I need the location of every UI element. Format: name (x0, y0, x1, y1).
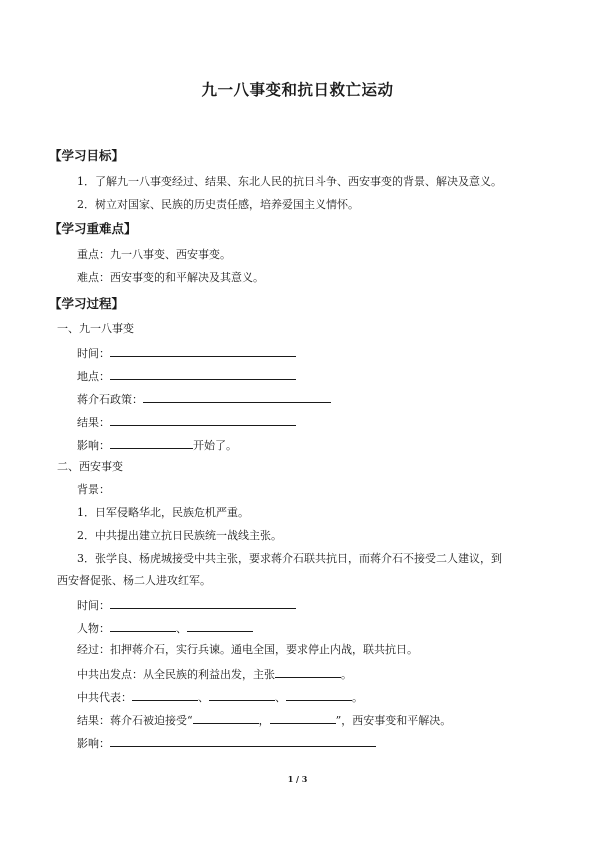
part2-result-label: 结果：蒋介石被迫接受“ (77, 714, 193, 727)
part2-background-label: 背景： (77, 483, 110, 496)
part2-result-row (77, 712, 451, 728)
part2-impact-label: 影响： (77, 737, 110, 750)
part2-bg-item-1: 1．日军侵略华北，民族危机严重。 (77, 506, 249, 519)
part1-result-label: 结果： (77, 416, 110, 429)
page-title: 九一八事变和抗日救亡运动 (201, 81, 394, 99)
part2-bg-item-3-line2: 西安督促张、杨二人进攻红军。 (57, 574, 211, 587)
important-point: 重点：九一八事变、西安事变。 (77, 248, 231, 261)
part2-people-blank-2[interactable] (187, 620, 253, 632)
part1-result-row (77, 414, 296, 430)
part2-ccp-rep-period: 。 (352, 691, 363, 704)
part1-time-label: 时间： (77, 347, 110, 360)
part1-place-blank[interactable] (110, 368, 296, 380)
part2-result-suffix: ”，西安事变和平解决。 (335, 714, 452, 727)
part2-time-row (77, 597, 296, 613)
part2-ccp-rep-blank-2[interactable] (209, 689, 275, 701)
goal-item-1: 1．了解九一八事变经过、结果、东北人民的抗日斗争、西安事变的背景、解决及意义。 (77, 175, 502, 188)
part1-time-blank[interactable] (110, 345, 296, 357)
part2-time-label: 时间： (77, 599, 110, 612)
part2-people-label: 人物： (77, 622, 110, 635)
part1-heading: 一、九一八事变 (57, 322, 134, 335)
part1-impact-blank[interactable] (110, 437, 193, 449)
part2-impact-blank[interactable] (110, 735, 376, 747)
part2-bg-item-3-line1: 3．张学良、杨虎城接受中共主张，要求蒋介石联共抗日，而蒋介石不接受二人建议，到 (77, 552, 502, 565)
goals-heading: 【学习目标】 (49, 148, 125, 163)
part2-impact-row (77, 735, 376, 751)
process-heading: 【学习过程】 (49, 296, 125, 311)
difficult-point: 难点：西安事变的和平解决及其意义。 (77, 271, 264, 284)
part1-place-label: 地点： (77, 370, 110, 383)
part2-ccp-start-row (77, 666, 352, 682)
part2-heading: 二、西安事变 (57, 460, 123, 473)
part2-ccp-rep-label: 中共代表： (77, 691, 132, 704)
part1-time-row (77, 345, 296, 361)
part2-ccp-start-blank[interactable] (275, 666, 341, 678)
part2-bg-item-2: 2．中共提出建立抗日民族统一战线主张。 (77, 529, 282, 542)
part2-result-comma: ， (258, 714, 270, 727)
part1-impact-row (77, 437, 237, 453)
key-points-heading: 【学习重难点】 (49, 221, 137, 236)
part2-people-row (77, 620, 253, 636)
part2-ccp-rep-sep-2: 、 (275, 691, 286, 704)
part2-process-text: 经过：扣押蒋介石，实行兵谏。通电全国，要求停止内战，联共抗日。 (77, 643, 418, 656)
part2-result-blank-1[interactable] (193, 712, 259, 724)
part1-policy-row (77, 391, 331, 407)
part2-ccp-start-label: 中共出发点：从全民族的利益出发，主张 (77, 668, 275, 681)
part1-impact-suffix: 开始了。 (193, 439, 237, 452)
goal-item-2: 2．树立对国家、民族的历史责任感，培养爱国主义情怀。 (77, 198, 359, 211)
part2-people-blank-1[interactable] (110, 620, 176, 632)
part2-result-blank-2[interactable] (270, 712, 336, 724)
part1-result-blank[interactable] (110, 414, 296, 426)
part2-people-sep: 、 (176, 622, 187, 635)
part2-ccp-start-period: 。 (341, 668, 352, 681)
part2-ccp-rep-row (77, 689, 363, 705)
part1-policy-blank[interactable] (143, 391, 331, 403)
part2-ccp-rep-blank-3[interactable] (286, 689, 352, 701)
part1-impact-label: 影响： (77, 439, 110, 452)
part1-policy-label: 蒋介石政策： (77, 393, 143, 406)
page-number: 1 / 3 (287, 774, 308, 784)
part2-ccp-rep-sep-1: 、 (198, 691, 209, 704)
part2-time-blank[interactable] (110, 597, 296, 609)
part2-ccp-rep-blank-1[interactable] (132, 689, 198, 701)
part1-place-row (77, 368, 296, 384)
